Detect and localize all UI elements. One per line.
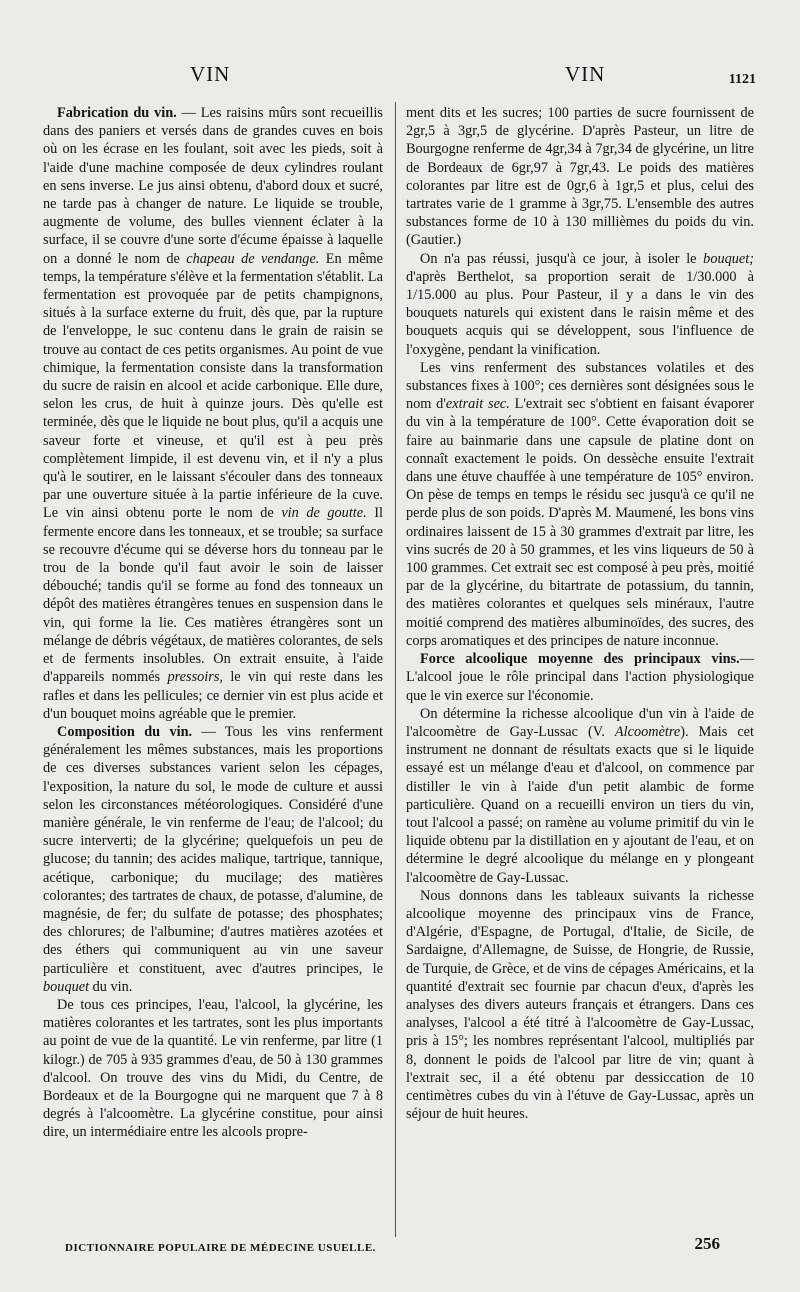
paragraph-continuation: ment dits et les sucres; 100 parties de sucre fournissent de 2gr,5 à 3gr,5 de glycérine. D'après Pasteur, un litre de Bourgogne renferme de 4gr,34 à 7gr,34 de glycérine, un litre de Bordeaux de 6gr,97 à 7gr,43. Le poids des matières colorantes par litre est de 0gr,6 à 1gr,5 et plus, celui des tartrates varie de 1 gramme à 3gr,75. L'ensemble des autres substances forme de 10 à 130 millièmes du poids du vin. (Gautier.) xyxy=(406,105,754,249)
column-divider xyxy=(395,102,396,1237)
paragraph-force: Force alcoolique moyenne des principaux vins.— L'alcool joue le rôle principal dans l'action physiologique que le vin exerce sur l'économie. xyxy=(406,651,754,704)
paragraph-bouquet: On n'a pas réussi, jusqu'à ce jour, à isoler le bouquet; d'après Berthelot, sa proportion serait de 1/30.000 à 1/15.000 au plus. Pour Pasteur, il y a dans le vin des bouquets naturels qui existent dans le raisin même et des bouquets acquis qui se développent, sous l'influence de l'oxygène, pendant la vinification. xyxy=(406,250,754,358)
paragraph-fabrication: Fabrication du vin. — Les raisins mûrs sont recueillis dans des paniers et versés dans de grandes cuves en bois où on les écrase en les foulant, soit avec les pieds, soit à l'aide d'une machine composée de deux cylindres roulant en sens inverse. Le jus ainsi obtenu, d'abord doux et sucré, ne tarde pas à changer de nature. Le liquide se trouble, augmente de volume, des bulles viennent éclater à la surface, il se couvre d'une sorte d'écume épaisse à laquelle on a donné le nom de chapeau de vendange. En même temps, la température s'élève et la fermentation s'établit. La fermentation est provoquée par de petits champignons, situés à la surface externe du fruit, dès que, par la rupture de l'enveloppe, le suc contenu dans le grain de raisin se trouve au contact de ces petits organismes. Au point de vue chimique, la fermentation consiste dans la transformation du sucre de raisin en alcool et acide carbonique. Elle dure, selon les crus, de huit à quinze jours. Dès qu'elle est terminée, dès que le liquide ne bout plus, qu'il a acquis une saveur forte et vineuse, et qu'il est à peu près complètement limpide, il est devenu vin, et il n'y a plus qu'à le soutirer, en le laissant s'écouler dans des tonneaux par une ouverture située à la partie inférieure de la cuve. Le vin ainsi obtenu porte le nom de vin de goutte. Il fermente encore dans les tonneaux, et se trouble; sa surface se recouvre d'écume qui se déverse hors du tonneau par le trou de la bonde qu'il faut avoir le soin de laisser débouché; tandis qu'il se forme au fond des tonneaux un dépôt des matières étrangères tenues en suspension dans le vin, qui forme la lie. Ces matières étrangères sont un mélange de débris végétaux, de matières colorantes, de sels et de ferments insolubles. On extrait ensuite, à l'aide d'appareils nommés pressoirs, le vin qui reste dans les rafles et dans les pellicules; ce dernier vin est plus acide et d'un bouquet moins agréable que le premier. xyxy=(43,105,384,722)
footer-book-title: DICTIONNAIRE POPULAIRE DE MÉDECINE USUELLE. xyxy=(65,1242,376,1254)
left-column xyxy=(43,104,383,1142)
paragraph-principes: De tous ces principes, l'eau, l'alcool, la glycérine, les matières colorantes et les tartrates, sont les plus importants au point de vue de la quantité. Le vin renferme, par litre (1 kilogr.) de 705 à 935 grammes d'eau, de 50 à 130 grammes d'alcool. On trouve des vins du Midi, du Centre, de Bordeaux et de la Bourgogne qui ne marquent que 7 à 8 degrés à l'alcoomètre. La glycérine constitue, pour ainsi dire, un intermédiaire entre les alcools propre- xyxy=(43,996,383,1141)
section-heading-fabrication: Fabrication du vin. xyxy=(57,105,177,121)
paragraph-tableaux: Nous donnons dans les tableaux suivants la richesse alcoolique moyenne des principaux vins de France, d'Algérie, d'Espagne, de Portugal, d'Italie, de Sicile, de Sardaigne, d'Allemagne, de Suisse, de Hongrie, de Russie, de Turquie, de Grèce, et de vins de cépages Américains, et la quantité d'extrait sec fournie par chacun d'eux, d'après les analyses des divers auteurs français et étrangers. Dans ces analyses, l'alcool a été titré à l'alcoomètre de Gay-Lussac, pris à 15°; les nombres représentant l'alcool, multipliés par 8, donnent le poids de l'alcool par litre de vin; quant à l'extrait sec, il a été obtenu par dessiccation de 10 centimètres cubes du vin à l'étuve de Gay-Lussac, après un séjour de huit heures. xyxy=(406,887,754,1123)
paragraph-extrait: Les vins renferment des substances volatiles et des substances fixes à 100°; ces dernières sont désignées sous le nom d'extrait sec. L'extrait sec s'obtient en faisant évaporer du vin à la température de 100°. Cette évaporation doit se faire au bainmarie dans une capsule de platine dont on connaît exactement le poids. On dessèche ensuite l'extrait dans une étuve chauffée à une température de 105° environ. On pèse de temps en temps le résidu sec jusqu'à ce qu'il ne perde plus de son poids. D'après M. Maumené, les bons vins ordinaires laissent de 15 à 30 grammes d'extrait par litre, les vins sucrés de 20 à 50 grammes, et les vins liqueurs de 50 à 100 grammes. Cet extrait sec est composé à peu près, moitié par de la glycérine, du bitartrate de potassium, du tannin, des matières colorantes et quelques sels minéraux, l'autre moitié comprend des matières albuminoïdes, des sucres, des corps aromatiques et des principes de nature inconnue. xyxy=(406,359,754,649)
running-header-right: VIN xyxy=(565,62,606,86)
section-heading-composition: Composition du vin. xyxy=(57,723,193,740)
paragraph-determine: On détermine la richesse alcoolique d'un vin à l'aide de l'alcoomètre de Gay-Lussac (V. Alcoomètre). Mais cet instrument ne donnant de résultats exacts que si le liquide essayé est un mélange d'eau et d'alcool, on commence par distiller le vin à l'aide d'un petit alambic de forme particulière. Quand on a recueilli environ un tiers du vin, tout l'alcool a passé; on ramène au volume primitif du vin le liquide obtenu par la distillation en y ajoutant de l'eau, et on détermine le degré alcoolique du mélange en y plongeant l'alcoomètre de Gay-Lussac. xyxy=(406,705,754,886)
page-number: 1121 xyxy=(728,72,756,87)
right-column xyxy=(406,104,754,1123)
section-heading-force: Force alcoolique moyenne des principaux vins. xyxy=(420,651,740,668)
footer-signature-number: 256 xyxy=(694,1234,720,1253)
running-header-left: VIN xyxy=(190,62,231,86)
paragraph-composition: Composition du vin. — Tous les vins renferment généralement les mêmes substances, mais les proportions de ces diverses substances varient selon les cépages, l'exposition, la nature du sol, le mode de culture et aussi selon les circonstances météorologiques. Considéré d'une manière générale, le vin renferme de l'eau; de l'alcool; du sucre interverti; de la glycérine; quelquefois un peu de glucose; du tannin; des acides malique, tartrique, tannique, acétique, carbonique; du mucilage; des matières colorantes; des tartrates de chaux, de potasse, d'alumine, de magnésie, de fer; du sulfate de potasse; des phosphates; des chlorures; de l'albumine; d'autres matières azotées et des éthers qui communiquent au vin une saveur particulière et constituent, avec d'autres principes, le bouquet du vin. xyxy=(43,723,383,995)
